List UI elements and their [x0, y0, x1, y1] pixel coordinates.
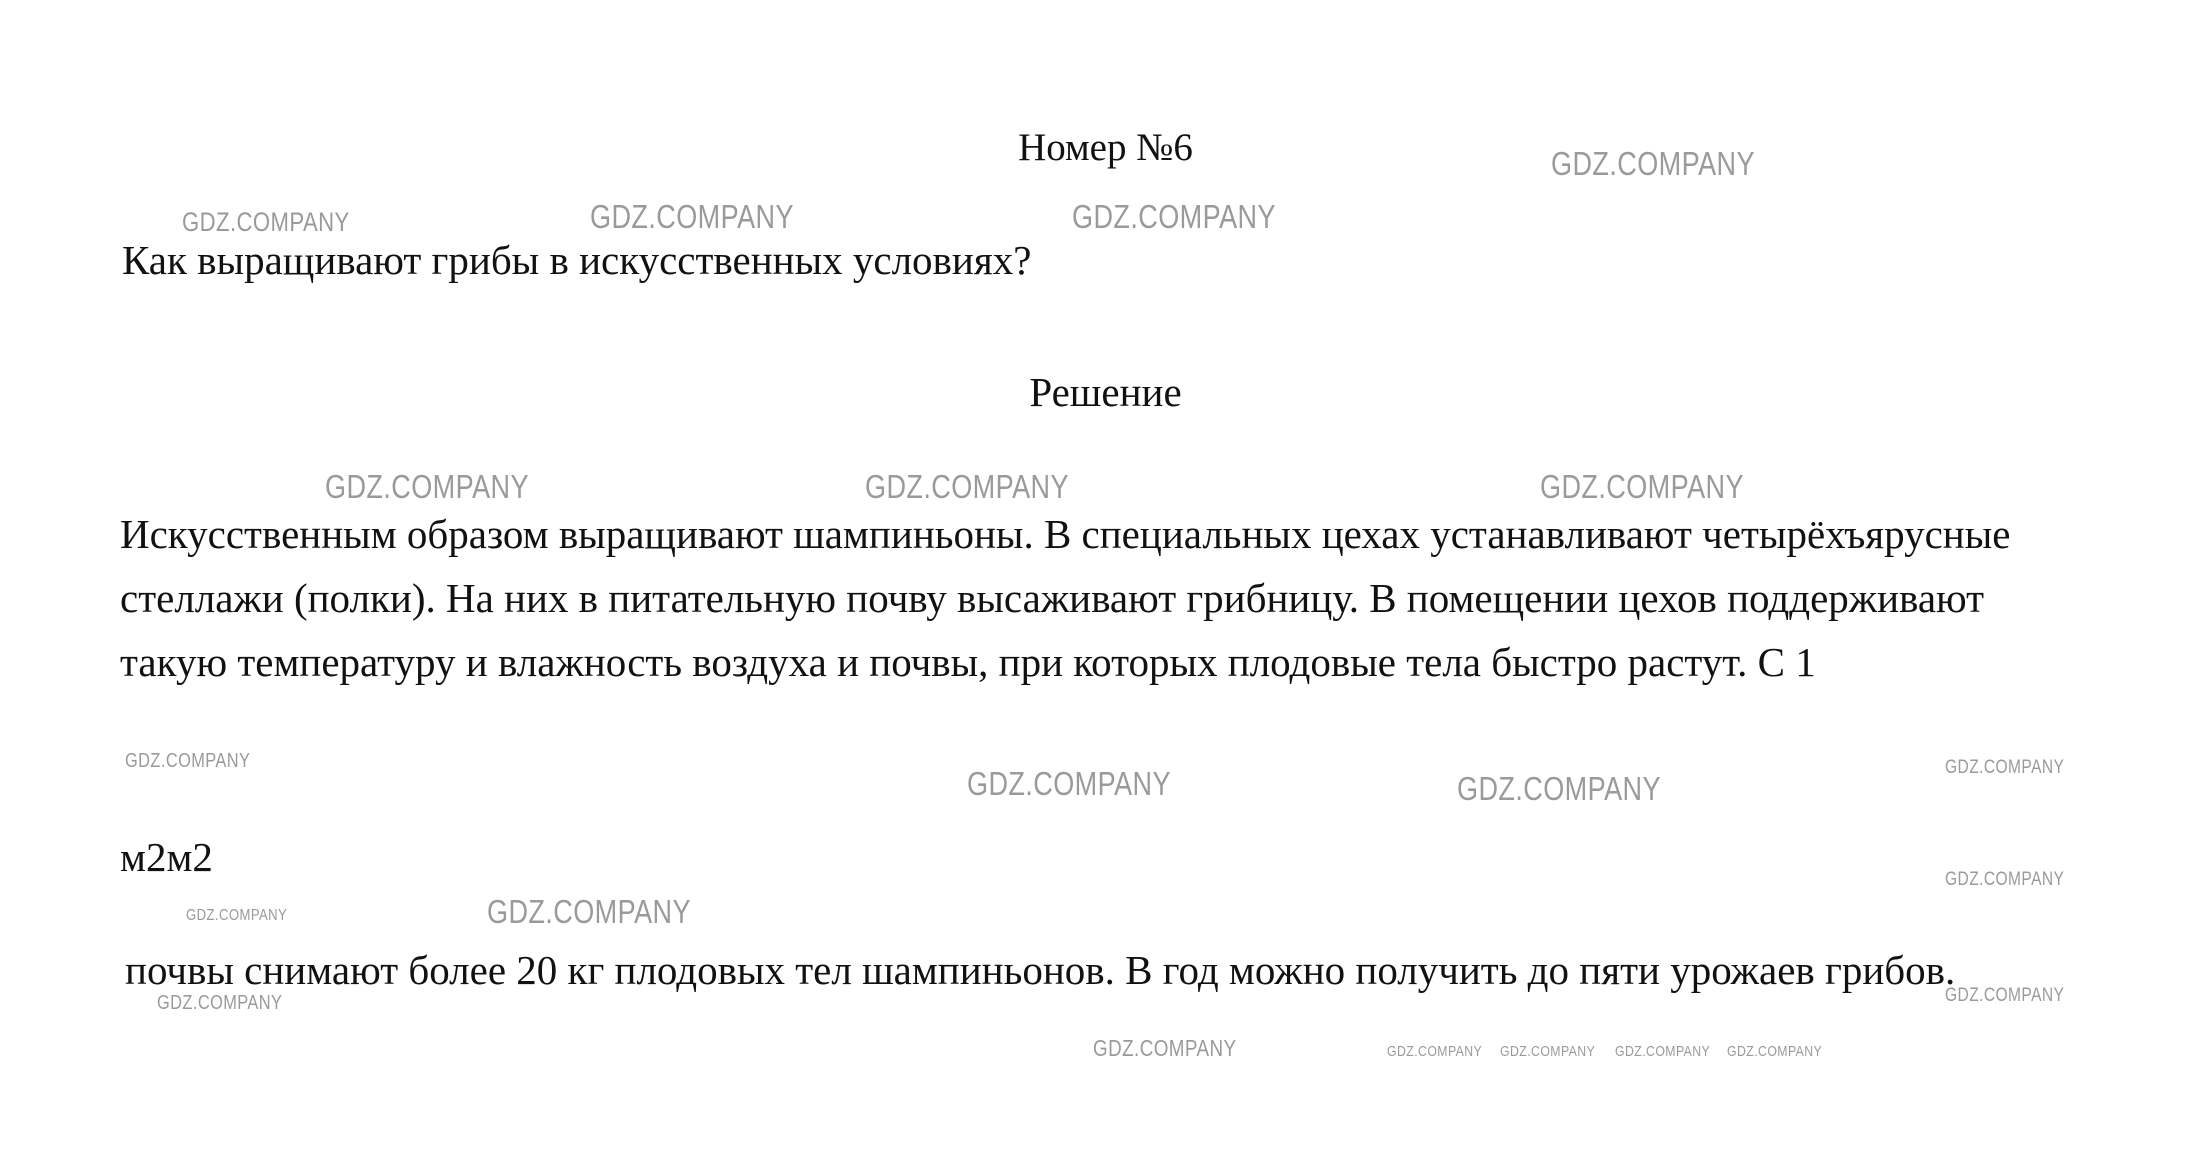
watermark-label: GDZ.COMPANY: [1945, 869, 2065, 890]
watermark-label: GDZ.COMPANY: [865, 468, 1069, 505]
watermark-label: GDZ.COMPANY: [1727, 1043, 1823, 1060]
solution-paragraph-2: почвы снимают более 20 кг плодовых тел шампиньонов. В год можно получить до пяти урожаев грибов.: [125, 947, 1956, 993]
watermark-label: GDZ.COMPANY: [125, 750, 251, 772]
formula-area-unit: м2м2: [120, 834, 213, 880]
watermark-label: GDZ.COMPANY: [487, 893, 691, 930]
solution-paragraph-1: Искусственным образом выращивают шампиньоны. В специальных цехах устанавливают четырёхъярусные стеллажи (полки). На них в питательную почву высаживают грибницу. В помещении цехов поддерживают такую температуру и влажность воздуха и почвы, при которых плодовые тела быстро растут. С 1: [120, 511, 2011, 685]
watermark-label: GDZ.COMPANY: [1551, 145, 1755, 182]
watermark-label: GDZ.COMPANY: [590, 198, 794, 235]
watermark-label: GDZ.COMPANY: [1387, 1043, 1483, 1060]
watermark-label: GDZ.COMPANY: [1072, 198, 1276, 235]
watermark-label: GDZ.COMPANY: [1457, 770, 1661, 807]
question-text: Как выращивают грибы в искусственных условиях?: [122, 237, 1032, 283]
watermark-label: GDZ.COMPANY: [157, 992, 283, 1014]
watermark-label: GDZ.COMPANY: [967, 765, 1171, 802]
watermark-label: GDZ.COMPANY: [186, 907, 288, 924]
watermark-label: GDZ.COMPANY: [182, 207, 350, 237]
watermark-label: GDZ.COMPANY: [1945, 985, 2065, 1006]
solution-heading: Решение: [1029, 369, 1182, 415]
watermark-label: GDZ.COMPANY: [1540, 468, 1744, 505]
watermark-label: GDZ.COMPANY: [325, 468, 529, 505]
watermark-label: GDZ.COMPANY: [1945, 757, 2065, 778]
watermark-label: GDZ.COMPANY: [1615, 1043, 1711, 1060]
watermark-label: GDZ.COMPANY: [1093, 1035, 1237, 1061]
watermark-label: GDZ.COMPANY: [1500, 1043, 1596, 1060]
page-title: Номер №6: [1018, 126, 1193, 169]
